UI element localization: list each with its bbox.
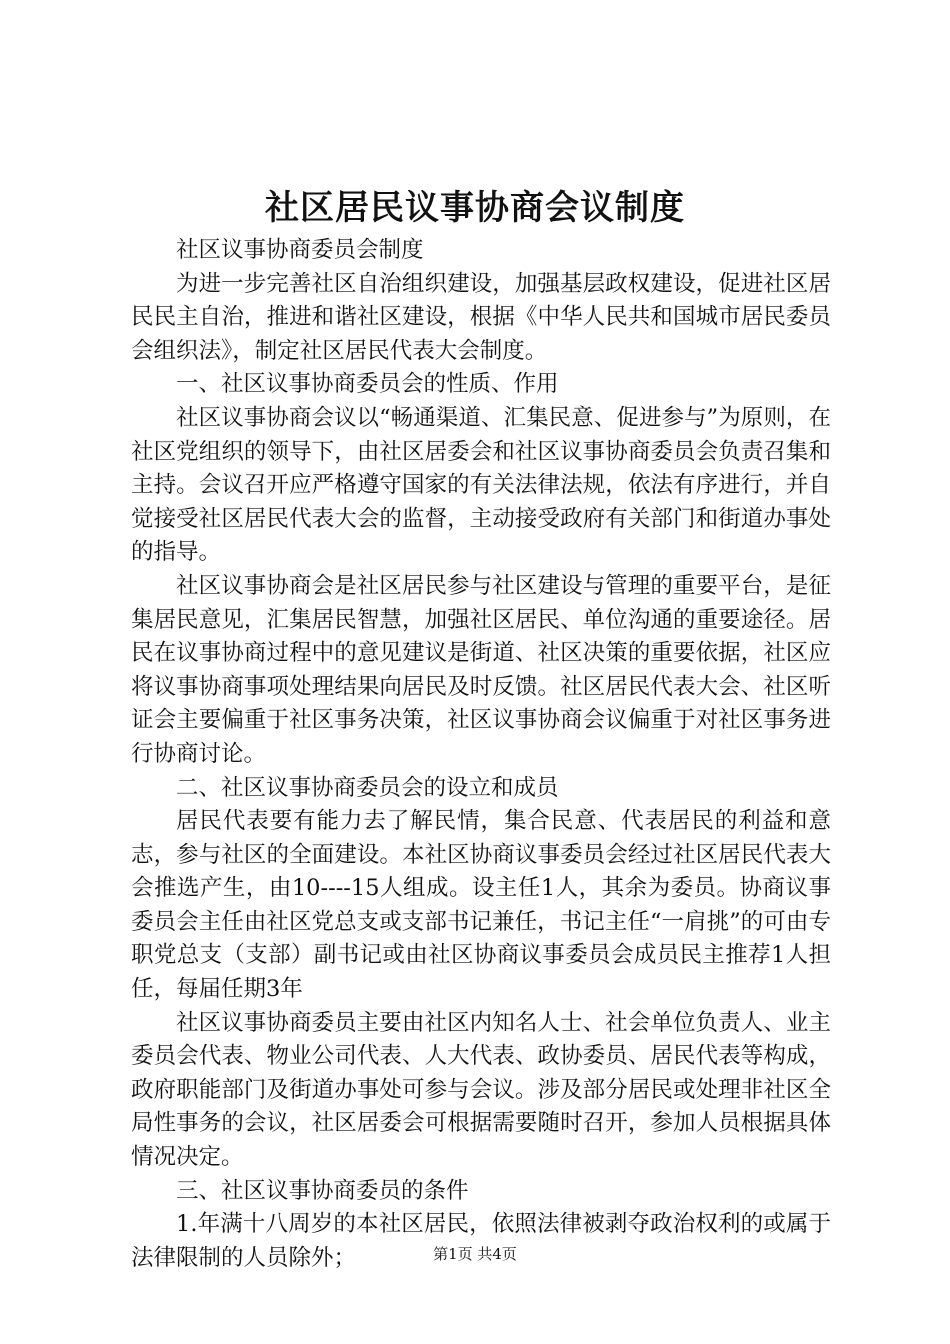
paragraph-establishment: 居民代表要有能力去了解民情，集合民意、代表居民的利益和意志，参与社区的全面建设。本社区协商议事委员会经过社区居民代表大会推选产生，由10----15人组成。设主任1人，其余为委员。协商议事委员会主任由社区党总支或支部书记兼任，书记主任“一肩挑”的可由专职党总支（支部）副书记或由社区协商议事委员会成员民主推荐1人担任，每届任期3年 — [131, 808, 831, 1003]
section-heading-1: 一、社区议事协商委员会的性质、作用 — [176, 371, 559, 398]
document-body — [131, 234, 831, 1275]
paragraph-members: 社区议事协商委员主要由社区内知名人士、社会单位负责人、业主委员会代表、物业公司代表、人大代表、政协委员、居民代表等构成，政府职能部门及街道办事处可参与会议。涉及部分居民或处理非社区全局性事务的会议，社区居委会可根据需要随时召开，参加人员根据具体情况决定。 — [131, 1009, 831, 1171]
paragraph-role: 社区议事协商会是社区居民参与社区建设与管理的重要平台，是征集居民意见，汇集居民智慧，加强社区居民、单位沟通的重要途径。居民在议事协商过程中的意见建议是街道、社区决策的重要依据，社区应将议事协商事项处理结果向居民及时反馈。社区居民代表大会、社区听证会主要偏重于社区事务决策，社区议事协商会议偏重于对社区事务进行协商讨论。 — [131, 572, 831, 767]
paragraph-subtitle: 社区议事协商委员会制度 — [176, 237, 424, 263]
page-number: 第1页 共4页 — [433, 1245, 517, 1263]
paragraph-intro: 为进一步完善社区自治组织建设，加强基层政权建设，促进社区居民民主自治，推进和谐社区建设，根据《中华人民共和国城市居民委员会组织法》，制定社区居民代表大会制度。 — [131, 270, 831, 364]
section-heading-3: 三、社区议事协商委员的条件 — [176, 1177, 469, 1204]
document-title: 社区居民议事协商会议制度 — [265, 188, 685, 228]
paragraph-nature: 社区议事协商会议以“畅通渠道、汇集民意、促进参与”为原则，在社区党组织的领导下，由社区居委会和社区议事协商委员会负责召集和主持。会议召开应严格遵守国家的有关法律法规，依法有序进行，并自觉接受社区居民代表大会的监督，主动接受政府有关部门和街道办事处的指导。 — [131, 404, 831, 566]
section-heading-2: 二、社区议事协商委员会的设立和成员 — [176, 774, 559, 801]
paragraph-condition-1: 1.年满十八周岁的本社区居民，依照法律被剥夺政治权利的或属于法律限制的人员除外； — [131, 1211, 831, 1271]
